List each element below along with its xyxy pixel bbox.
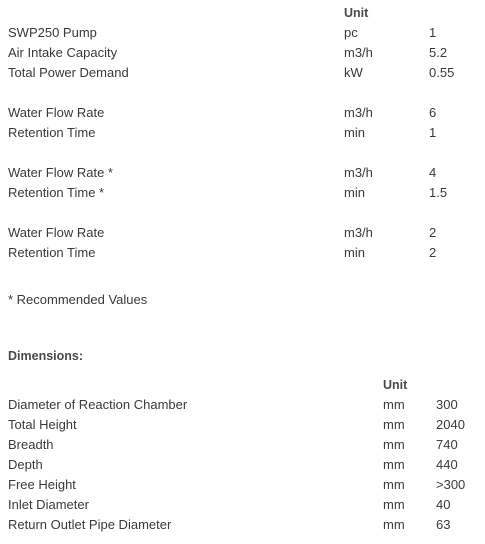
row-unit: pc — [344, 25, 358, 40]
row-label: Water Flow Rate — [8, 105, 105, 120]
table-row — [0, 395, 485, 415]
table-row — [0, 223, 485, 243]
row-label: Return Outlet Pipe Diameter — [8, 517, 172, 532]
row-label: Total Power Demand — [8, 65, 129, 80]
unit-column-header: Unit — [383, 378, 408, 392]
row-value: 63 — [436, 517, 451, 532]
row-label: SWP250 Pump — [8, 25, 97, 40]
row-value: 2 — [429, 245, 437, 260]
dimensions-heading-row — [0, 346, 485, 366]
dimensions-heading: Dimensions: — [8, 349, 84, 363]
row-value: >300 — [436, 477, 466, 492]
dimensions-header-row — [0, 375, 485, 395]
table-row — [0, 243, 485, 263]
row-unit: mm — [383, 517, 405, 532]
row-value: 440 — [436, 457, 458, 472]
row-value: 2 — [429, 225, 437, 240]
table-row — [0, 475, 485, 495]
footnote-row — [0, 290, 485, 310]
row-value: 300 — [436, 397, 458, 412]
table-row — [0, 435, 485, 455]
row-unit: mm — [383, 497, 405, 512]
row-unit: mm — [383, 457, 405, 472]
table-row — [0, 63, 485, 83]
row-label: Total Height — [8, 417, 77, 432]
row-value: 6 — [429, 105, 437, 120]
row-label: Retention Time * — [8, 185, 105, 200]
table-row — [0, 163, 485, 183]
row-value: 4 — [429, 165, 437, 180]
row-value: 5.2 — [429, 45, 448, 60]
table-row — [0, 43, 485, 63]
row-unit: min — [344, 125, 365, 140]
row-label: Water Flow Rate * — [8, 165, 113, 180]
row-value: 1 — [429, 25, 437, 40]
footnote: * Recommended Values — [8, 292, 148, 307]
row-label: Retention Time — [8, 125, 96, 140]
row-label: Free Height — [8, 477, 76, 492]
row-unit: kW — [344, 65, 363, 80]
row-label: Depth — [8, 457, 43, 472]
table-row — [0, 23, 485, 43]
table-row — [0, 415, 485, 435]
row-label: Diameter of Reaction Chamber — [8, 397, 188, 412]
table-row — [0, 515, 485, 535]
row-unit: mm — [383, 477, 405, 492]
row-label: Water Flow Rate — [8, 225, 105, 240]
table-row — [0, 183, 485, 203]
row-value: 0.55 — [429, 65, 455, 80]
row-value: 2040 — [436, 417, 465, 432]
row-label: Breadth — [8, 437, 54, 452]
row-label: Inlet Diameter — [8, 497, 89, 512]
row-label: Retention Time — [8, 245, 96, 260]
table-row — [0, 495, 485, 515]
row-unit: mm — [383, 397, 405, 412]
row-unit: m3/h — [344, 225, 373, 240]
row-value: 40 — [436, 497, 451, 512]
row-value: 1.5 — [429, 185, 448, 200]
row-label: Air Intake Capacity — [8, 45, 118, 60]
row-value: 740 — [436, 437, 458, 452]
row-unit: min — [344, 245, 365, 260]
row-unit: m3/h — [344, 45, 373, 60]
table-row — [0, 123, 485, 143]
row-unit: m3/h — [344, 105, 373, 120]
row-value: 1 — [429, 125, 437, 140]
row-unit: mm — [383, 417, 405, 432]
table1-header-row — [0, 3, 485, 23]
unit-column-header: Unit — [344, 6, 369, 20]
row-unit: m3/h — [344, 165, 373, 180]
table-row — [0, 455, 485, 475]
row-unit: min — [344, 185, 365, 200]
row-unit: mm — [383, 437, 405, 452]
table-row — [0, 103, 485, 123]
